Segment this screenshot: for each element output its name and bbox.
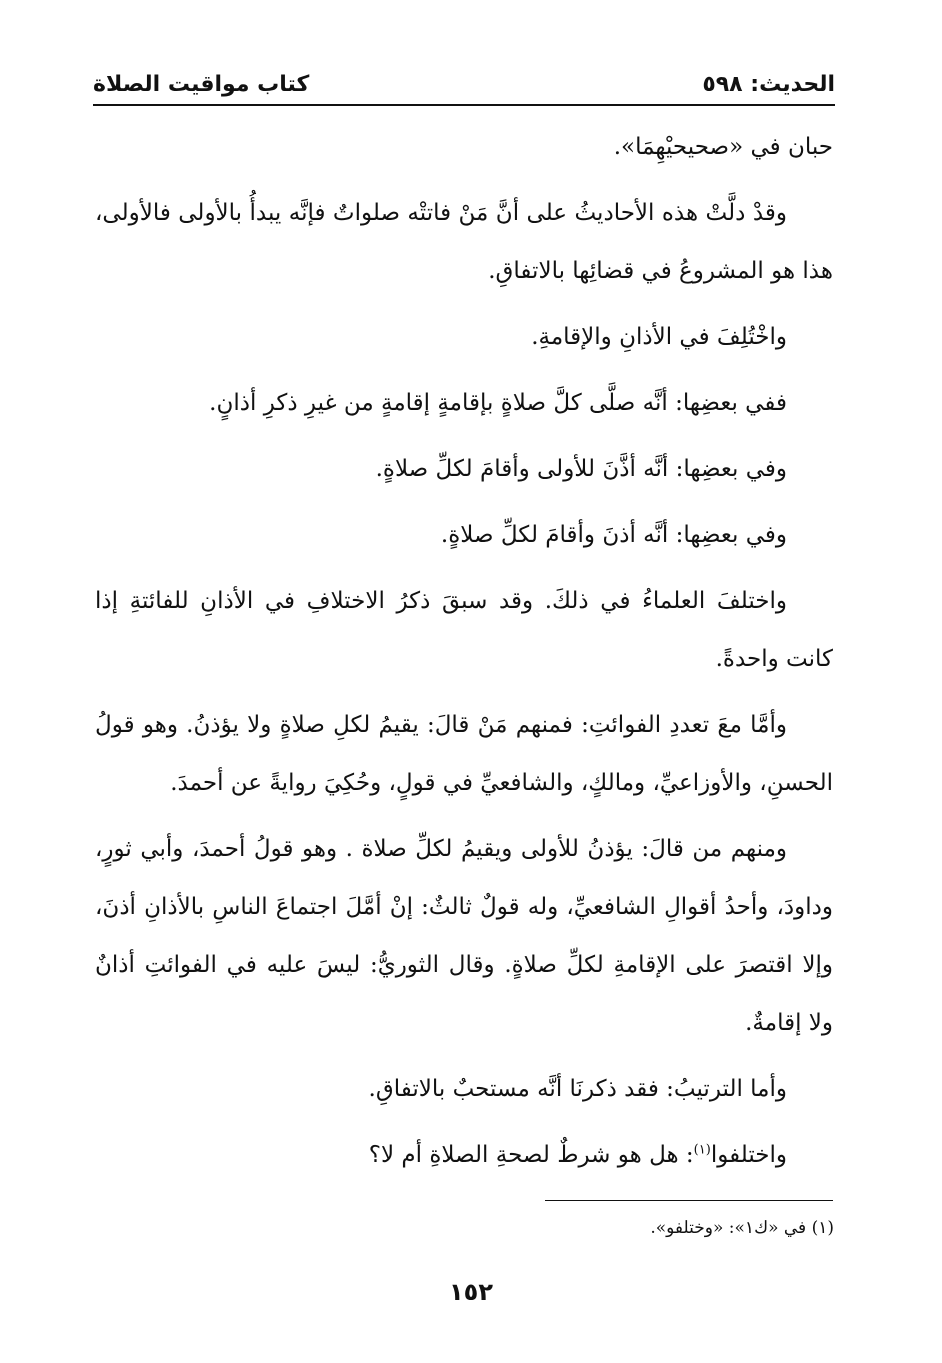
paragraph: وأمَّا معَ تعددِ الفوائتِ: فمنهم مَنْ قالَ: يقيمُ لكلِ صلاةٍ ولا يؤذنُ. وهو قولُ الحسنِ، والأوزاعيِّ، ومالكٍ، والشافعيِّ في قولٍ، وحُكِيَ روايةً عن أحمدَ. <box>95 712 833 796</box>
paragraph-with-footnote-ref <box>95 1126 833 1184</box>
paragraph: وفي بعضِها: أنَّه أذنَ وأقامَ لكلِّ صلاةٍ. <box>440 522 787 548</box>
paragraph: واخْتُلِفَ في الأذانِ والإقامةِ. <box>531 324 787 350</box>
paragraph: حبان في «صحيحيْهِمَا». <box>613 134 833 160</box>
paragraph-lead: واختلفوا <box>710 1142 787 1168</box>
paragraph: وفي بعضِها: أنَّه أذَّنَ للأولى وأقامَ لكلِّ صلاةٍ. <box>375 456 787 482</box>
main-text <box>95 118 833 1184</box>
page-number: ١٥٢ <box>449 1278 493 1306</box>
footnote-reference: (١) <box>693 1142 711 1158</box>
paragraph: وأما الترتيبُ: فقد ذكرنَا أنَّه مستحبٌ بالاتفاقِ. <box>368 1076 787 1102</box>
book-title: كتاب مواقيت الصلاة <box>93 72 310 97</box>
running-header <box>93 66 835 102</box>
hadith-number-label: الحديث: ٥٩٨ <box>702 72 835 97</box>
paragraph: ففي بعضِها: أنَّه صلَّى كلَّ صلاةٍ بإقامةٍ إقامةٍ من غيرِ ذكرِ أذانٍ. <box>209 390 787 416</box>
paragraph: واختلفَ العلماءُ في ذلكَ. وقد سبقَ ذكرُ الاختلافِ في الأذانِ للفائتةِ إذا كانت واحدةً. <box>95 588 833 672</box>
footnote-divider <box>545 1200 833 1201</box>
paragraph: وقدْ دلَّتْ هذه الأحاديثُ على أنَّ مَنْ فاتتْه صلواتٌ فإنَّه يبدأُ بالأولى فالأولى، هذا هو المشروعُ في قضائِها بالاتفاقِ. <box>95 200 833 284</box>
header-divider <box>93 104 835 106</box>
paragraph: ومنهم من قالَ: يؤذنُ للأولى ويقيمُ لكلِّ صلاة . وهو قولُ أحمدَ، وأبي ثورٍ، وداودَ، وأحدُ أقوالِ الشافعيِّ، وله قولٌ ثالثٌ: إنْ أمَّلَ اجتماعَ الناسِ بالأذانِ أذنَ، وإلا اقتصرَ على الإقامةِ لكلِّ صلاةٍ. وقال الثوريُّ: ليسَ عليه في الفوائتِ أذانٌ ولا إقامةٌ. <box>95 836 833 1036</box>
paragraph-tail: : هل هو شرطٌ لصحةِ الصلاةِ أم لا؟ <box>368 1142 694 1168</box>
footnote: (١) في «ك١»: «وختلفو». <box>650 1218 834 1238</box>
